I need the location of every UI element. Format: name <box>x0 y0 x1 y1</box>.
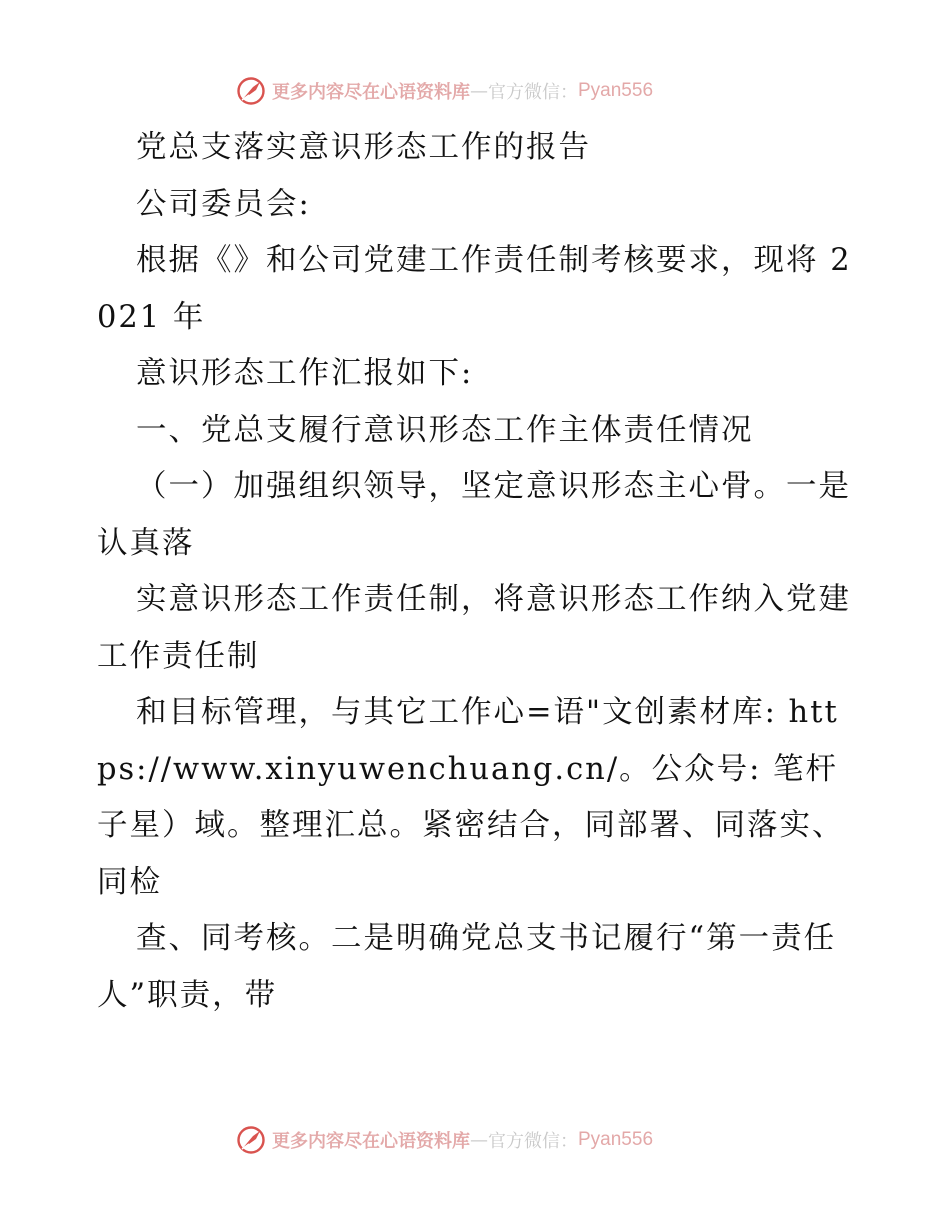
header-watermark-banner <box>236 75 653 107</box>
paragraph: 意识形态工作汇报如下: <box>136 356 474 391</box>
banner-wechat-id: Pyan556 <box>578 1129 654 1150</box>
banner-separator: — <box>470 1129 488 1151</box>
banner-text: 更多内容尽在心语资料库 <box>272 82 470 103</box>
quill-pen-logo-icon <box>236 76 266 106</box>
section-heading: 一、党总支履行意识形态工作主体责任情况 <box>136 412 754 448</box>
paragraph: 实意识形态工作责任制，将意识形态工作纳入党建工作责任制 <box>97 582 851 674</box>
paragraph: （一）加强组织领导，坚定意识形态主心骨。一是认真落 <box>97 469 851 561</box>
banner-wechat-label: 官方微信： <box>488 82 578 103</box>
salutation: 公司委员会: <box>136 186 311 222</box>
footer-watermark-banner <box>236 1124 653 1156</box>
document-title: 党总支落实意识形态工作的报告 <box>136 130 591 165</box>
banner-wechat-id: Pyan556 <box>578 80 654 101</box>
banner-wechat-label: 官方微信： <box>488 1131 578 1152</box>
document-body <box>97 120 852 1024</box>
quill-pen-logo-icon <box>236 1125 266 1155</box>
paragraph: 查、同考核。二是明确党总支书记履行“第一责任人”职责，带 <box>97 921 837 1013</box>
banner-separator: — <box>470 80 488 102</box>
paragraph: 和目标管理，与其它工作心=语"文创素材库: https://www.xinyuwenchuang.cn/。公众号: 笔杆子星）域。整理汇总。紧密结合，同部署、同落实、同检 <box>97 695 845 900</box>
banner-text: 更多内容尽在心语资料库 <box>272 1131 470 1152</box>
paragraph: 根据《》和公司党建工作责任制考核要求，现将 2021 年 <box>97 243 852 335</box>
